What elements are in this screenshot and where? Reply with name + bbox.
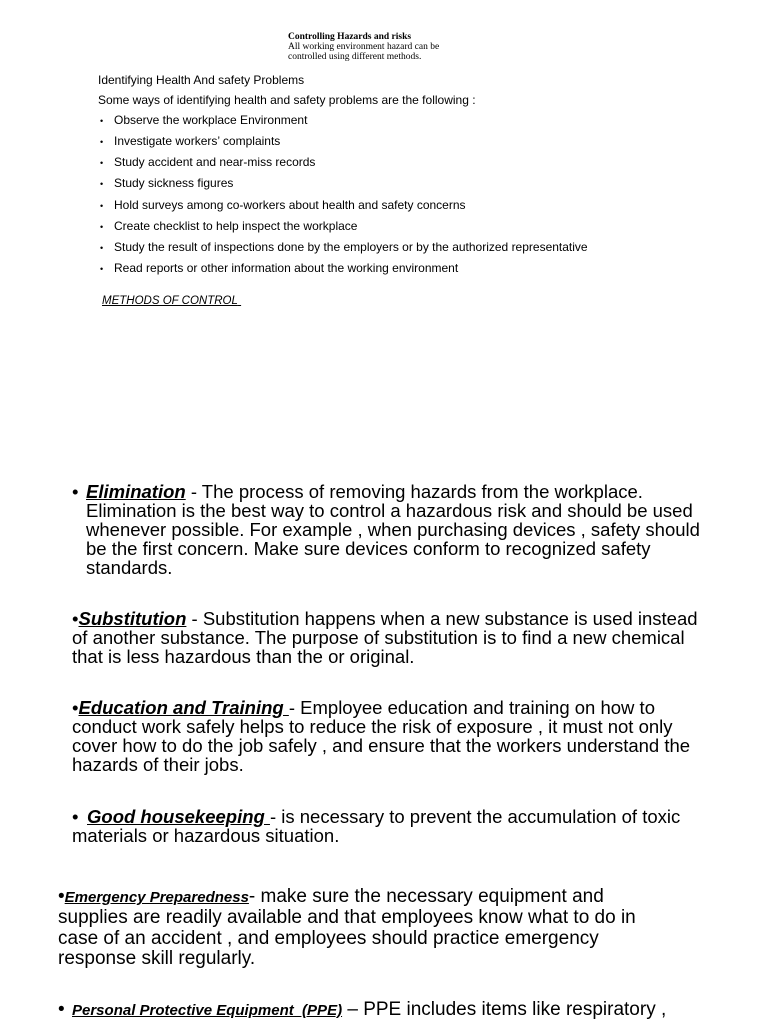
- method-text-line: response skill regularly.: [58, 948, 256, 970]
- list-item-text: Study sickness figures: [114, 176, 234, 191]
- document-title: Controlling Hazards and risks: [288, 32, 412, 42]
- list-item-text: Investigate workers’ complaints: [114, 134, 281, 149]
- method-first-line: [58, 887, 636, 908]
- bullet: •: [72, 805, 79, 827]
- method-text: – PPE includes items like respiratory ,: [342, 999, 667, 1020]
- method-text-line: standards.: [86, 556, 173, 578]
- method-term: Education and Training: [78, 696, 289, 718]
- bullet: •: [100, 116, 104, 127]
- method-text-line: hazards of their jobs.: [72, 753, 244, 775]
- list-item-text: Study accident and near-miss records: [114, 155, 316, 170]
- list-item-text: Study the result of inspections done by the employers or by the authorized representative: [114, 239, 588, 254]
- method-first-line: [72, 807, 680, 826]
- method-text-line: whenever possible. For example , when purchasing devices , safety should: [86, 518, 700, 540]
- method-term: Good housekeeping: [87, 805, 270, 827]
- list-item: [98, 110, 588, 131]
- bullet: •: [100, 158, 104, 169]
- method-text-line: conduct work safely helps to reduce the risk of exposure , it must not only: [72, 715, 673, 737]
- document-header: [288, 32, 439, 62]
- bullet: •: [100, 242, 104, 253]
- list-item: [98, 131, 588, 152]
- method-term: Emergency Preparedness: [64, 889, 249, 906]
- bullet: •: [100, 200, 104, 211]
- method-text-line: cover how to do the job safely , and ensure that the workers understand the: [72, 734, 691, 756]
- method-text: - Employee education and training on how to: [288, 696, 655, 718]
- method-text: - make sure the necessary equipment and: [248, 886, 604, 907]
- method-good-housekeeping: [72, 807, 680, 845]
- method-elimination: [72, 482, 700, 577]
- section-heading: Identifying Health And safety Problems: [98, 73, 305, 87]
- method-text: - Substitution happens when a new substance is used instead: [186, 607, 698, 629]
- list-item: [98, 237, 588, 258]
- bullet: •: [100, 137, 104, 148]
- header-line: All working environment hazard can be: [288, 42, 440, 52]
- method-text-line: materials or hazardous situation.: [72, 824, 340, 846]
- method-first-line: [72, 609, 698, 628]
- method-ppe: [58, 1000, 666, 1021]
- method-first-line: [72, 482, 700, 501]
- method-text-line: of another substance. The purpose of substitution is to find a new chemical: [72, 626, 685, 648]
- list-item-text: Hold surveys among co-workers about health and safety concerns: [114, 197, 466, 212]
- methods-heading: METHODS OF CONTROL: [102, 295, 238, 307]
- bullet: •: [72, 480, 79, 502]
- method-text-line: case of an accident , and employees should practice emergency: [58, 927, 599, 949]
- list-item: [98, 173, 588, 194]
- method-text: - The process of removing hazards from the workplace.: [185, 480, 643, 502]
- method-first-line: [72, 698, 690, 717]
- method-text-line: supplies are readily available and that employees know what to do in: [58, 907, 636, 929]
- list-item-text: Read reports or other information about the working environment: [114, 260, 459, 275]
- method-term: Elimination: [86, 480, 186, 502]
- method-first-line: [58, 1000, 666, 1021]
- bullet: •: [58, 999, 65, 1020]
- list-item-text: Observe the workplace Environment: [114, 113, 308, 128]
- list-item: [98, 195, 588, 216]
- bullet: •: [72, 607, 79, 629]
- method-text-line: Elimination is the best way to control a hazardous risk and should be used: [86, 499, 693, 521]
- section-intro: Some ways of identifying health and safety problems are the following :: [98, 93, 476, 108]
- method-emergency-preparedness: [58, 887, 636, 970]
- method-term: Substitution: [78, 607, 187, 629]
- method-term: Personal Protective Equipment (PPE): [72, 1002, 343, 1019]
- list-item: [98, 216, 588, 237]
- header-line: controlled using different methods.: [288, 52, 422, 62]
- list-item: [98, 258, 588, 279]
- bullet-list: [98, 110, 588, 279]
- list-item: [98, 152, 588, 173]
- method-education-training: [72, 698, 690, 774]
- method-substitution: [72, 609, 698, 666]
- method-text-line: that is less hazardous than the or original.: [72, 645, 415, 667]
- bullet: •: [58, 886, 65, 907]
- bullet: •: [72, 696, 79, 718]
- method-text: - is necessary to prevent the accumulation of toxic: [269, 805, 681, 827]
- bullet: •: [100, 179, 104, 190]
- list-item-text: Create checklist to help inspect the workplace: [114, 218, 358, 233]
- bullet: •: [100, 221, 104, 232]
- method-text-line: be the first concern. Make sure devices conform to recognized safety: [86, 537, 651, 559]
- bullet: •: [100, 263, 104, 274]
- identifying-section: [98, 70, 588, 279]
